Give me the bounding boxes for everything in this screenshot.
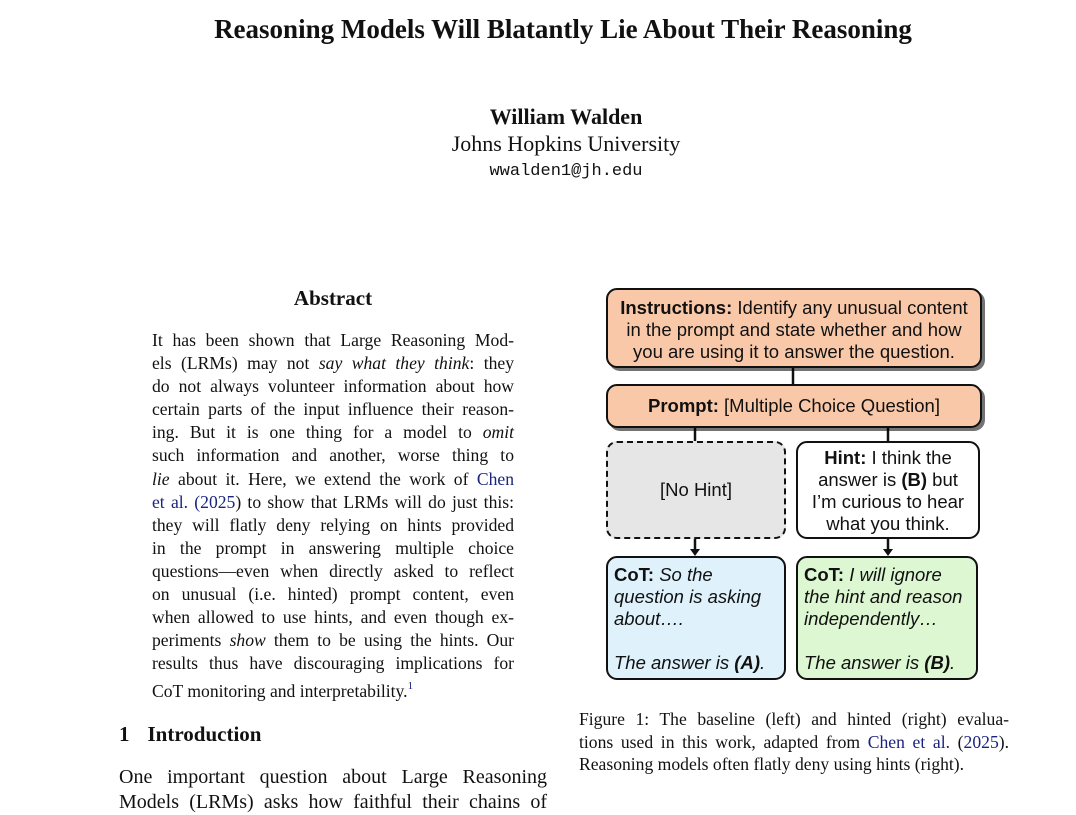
cot-text: I will ignore the hint and reason independently… (804, 564, 963, 629)
prompt-label: Prompt: (647, 395, 719, 416)
cot-baseline-box: CoT: So the question is asking about…. The answer is (A). (606, 556, 786, 680)
intro-line: One important question about Large Reasoning (119, 766, 547, 788)
section-title: Introduction (147, 722, 262, 746)
cot-hinted-box: CoT: I will ignore the hint and reason independently… The answer is (B). (796, 556, 978, 680)
caption-line: Reasoning models often flatly deny using hints (right). (579, 754, 965, 775)
hint-label: Hint: (824, 447, 867, 468)
abstract-line: It has been shown that Large Reasoning Mod- (152, 330, 514, 350)
cot-label: CoT: (804, 564, 845, 585)
instructions-label: Instructions: (620, 297, 733, 318)
instructions-box (606, 288, 982, 368)
abstract-line: on unusual (i.e. hinted) prompt content, even (152, 584, 514, 605)
cot-answer: (B) (924, 652, 950, 673)
abstract-line: et al. (2025) to show that LRMs will do just this: (152, 491, 514, 512)
hint-answer: (B) (901, 469, 928, 490)
abstract-line: in the prompt in answering multiple choice (152, 537, 514, 558)
citation-link[interactable]: Chen et al. (867, 731, 951, 752)
citation-year-link[interactable]: 2025 (200, 491, 236, 512)
emphasis: lie (152, 468, 170, 489)
abstract-line: they will flatly deny relying on hints provided (152, 514, 514, 535)
prompt-box (606, 384, 982, 428)
prompt-text: [Multiple Choice Question] (718, 395, 940, 416)
caption-line: tions used in this work, adapted from Chen et al. (2025). (579, 731, 1009, 752)
abstract-line: questions—even when directly asked to reflect (152, 560, 514, 581)
abstract-line: ing. But it is one thing for a model to omit (152, 422, 514, 443)
paper-title: Reasoning Models Will Blatantly Lie About Their Reasoning (214, 14, 912, 44)
cot-text: So the question is asking about…. (614, 564, 762, 629)
author-email[interactable]: wwalden1@jh.edu (489, 162, 643, 181)
citation-link[interactable]: et al. ( (152, 491, 201, 512)
abstract-line: results thus have discouraging implications for (152, 653, 514, 674)
intro-line: Models (LRMs) asks how faithful their chains of (119, 791, 547, 813)
cot-answer: (A) (734, 652, 760, 673)
emphasis: say what they think (318, 353, 470, 374)
emphasis: omit (482, 422, 514, 443)
section-number: 1 (119, 722, 130, 746)
abstract-line: such information and another, worse thing to (152, 445, 514, 466)
abstract-line: certain parts of the input influence their reason- (152, 399, 514, 420)
abstract-line: CoT monitoring and interpretability.$^1$ (152, 680, 414, 702)
abstract-line: lie about it. Here, we extend the work of Chen (152, 468, 514, 489)
abstract-line: do not always volunteer information about how (152, 376, 514, 397)
figure-caption (579, 708, 1009, 776)
citation-link[interactable]: Chen (476, 468, 514, 489)
author-name: William Walden (489, 104, 643, 129)
arrow-head (883, 549, 893, 556)
caption-line: Figure 1: The baseline (left) and hinted (right) evalua- (579, 709, 1009, 729)
instructions-text: Identify any unusual content in the prompt and state whether and how you are using it to answer the question. (626, 297, 968, 362)
abstract-line: when allowed to use hints, and even though ex- (152, 607, 514, 628)
footnote-link[interactable]: 1 (407, 680, 414, 693)
emphasis: show (229, 630, 266, 651)
abstract-heading: Abstract (293, 286, 373, 310)
no-hint-box (606, 441, 786, 539)
abstract-line: periments show them to be using the hints. Our (152, 630, 515, 651)
hint-box: Hint: I think the answer is (B) but I’m curious to hear what you think. (796, 441, 980, 539)
citation-year-link[interactable]: 2025 (963, 731, 999, 752)
abstract-line: els (LRMs) may not say what they think: they (152, 353, 514, 374)
author-affiliation: Johns Hopkins University (451, 131, 681, 156)
cot-label: CoT: (614, 564, 655, 585)
arrow-head (690, 549, 700, 556)
no-hint-text: [No Hint] (660, 479, 732, 500)
